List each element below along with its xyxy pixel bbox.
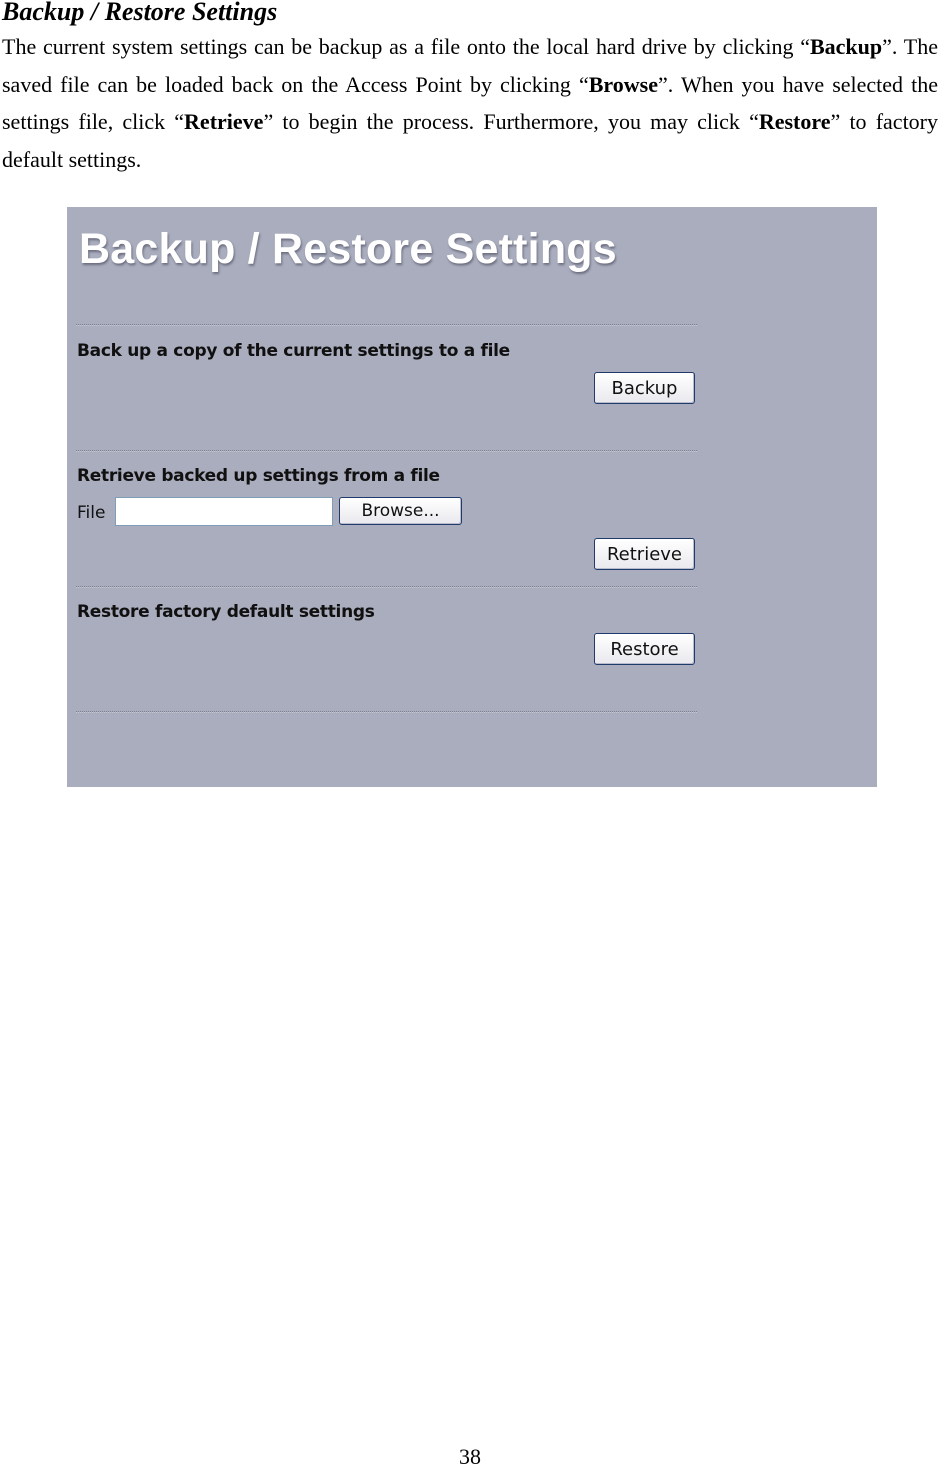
divider (76, 450, 697, 452)
file-path-input[interactable] (115, 497, 333, 526)
file-label: File (77, 503, 106, 523)
backup-button[interactable]: Backup (594, 372, 695, 404)
paragraph-text: ”. When you have selected the settings file, click “ (2, 71, 938, 135)
retrieve-keyword: Retrieve (184, 109, 264, 135)
description-paragraph (2, 28, 938, 179)
restore-keyword: Restore (758, 109, 831, 135)
screenshot-title: Backup / Restore Settings (79, 225, 617, 273)
paragraph-text: The current system settings can be backup as a file onto the local hard drive by clicking “ (2, 34, 810, 59)
retrieve-section-label: Retrieve backed up settings from a file (77, 466, 440, 486)
paragraph-text: ”. The saved file can be loaded back on the Access Point by clicking “ (2, 34, 938, 97)
browse-button[interactable]: Browse... (339, 497, 462, 525)
paragraph-text: ” to begin the process. Furthermore, you may click “ (263, 109, 759, 135)
divider (76, 711, 697, 713)
restore-button[interactable]: Restore (594, 633, 695, 665)
divider (76, 324, 697, 326)
retrieve-button[interactable]: Retrieve (594, 538, 695, 570)
page-heading: Backup / Restore Settings (2, 0, 278, 26)
backup-section-label: Back up a copy of the current settings to a file (77, 341, 510, 361)
page-number: 38 (459, 1444, 481, 1469)
backup-restore-screenshot (67, 207, 877, 787)
browse-keyword: Browse (588, 71, 659, 97)
divider (76, 586, 697, 588)
paragraph-text: ” to factory default settings. (2, 109, 939, 173)
restore-section-label: Restore factory default settings (77, 602, 375, 622)
backup-keyword: Backup (809, 34, 883, 59)
